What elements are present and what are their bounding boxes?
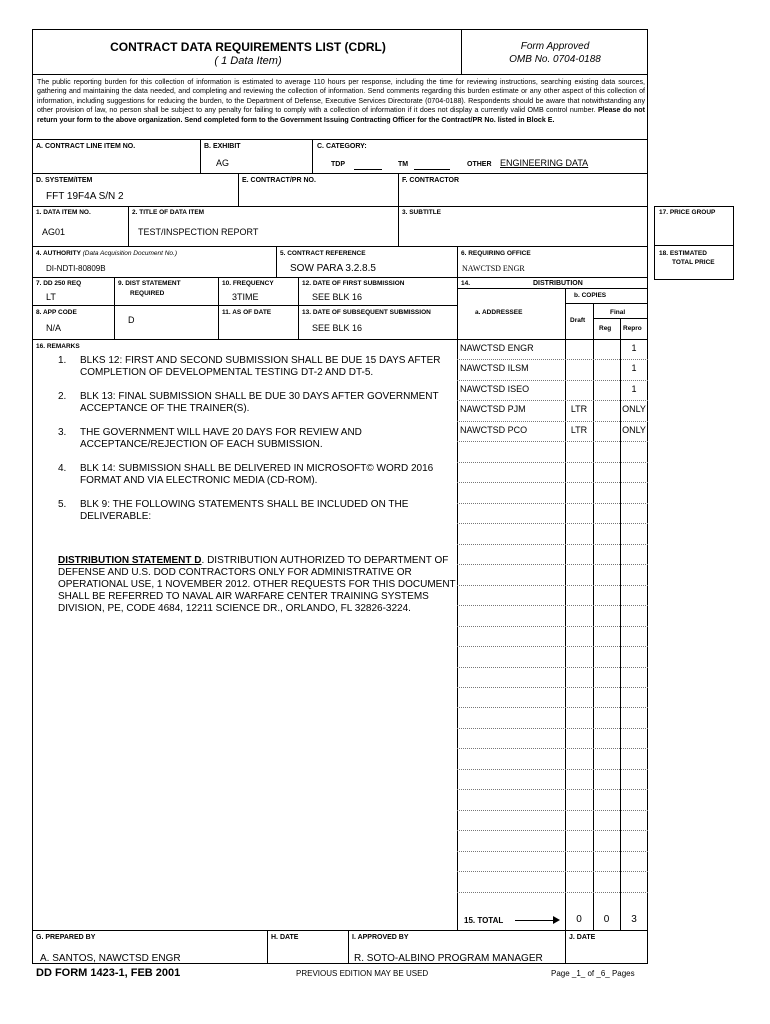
distribution-row-divider: [457, 748, 648, 749]
remark-number: 5.: [58, 499, 67, 510]
form-title: CONTRACT DATA REQUIREMENTS LIST (CDRL): [110, 40, 386, 54]
distribution-repro[interactable]: 1: [631, 343, 637, 353]
label-prepared-by: G. PREPARED BY: [36, 934, 96, 941]
total-arrow-line: [515, 920, 557, 921]
label-approved-by: I. APPROVED BY: [352, 934, 409, 941]
prepared-by-value[interactable]: A. SANTOS, NAWCTSD ENGR: [40, 953, 181, 964]
data-item-no-value[interactable]: AG01: [42, 227, 66, 237]
label-authority: [36, 250, 177, 257]
remark-number: 3.: [58, 427, 67, 438]
distribution-row-divider: [457, 441, 648, 442]
previous-edition-note: PREVIOUS EDITION MAY BE USED: [296, 969, 429, 978]
distribution-row-divider: [457, 503, 648, 504]
label-copies: b. COPIES: [574, 292, 607, 299]
distribution-row-divider: [457, 585, 648, 586]
divider: [565, 288, 566, 930]
remark-text: THE GOVERNMENT WILL HAVE 20 DAYS FOR REVIEW AND ACCEPTANCE/REJECTION OF EACH SUBMISSION.: [80, 427, 362, 450]
total-repro: 3: [631, 914, 637, 925]
distribution-row-divider: [457, 789, 648, 790]
requiring-office-value[interactable]: NAWCTSD ENGR: [462, 264, 525, 273]
distribution-row-divider: [457, 871, 648, 872]
label-addressee: a. ADDRESSEE: [475, 309, 523, 316]
divider: [128, 206, 129, 246]
tm-blank[interactable]: [414, 169, 450, 170]
distribution-repro[interactable]: 1: [631, 363, 637, 373]
label-as-of-date: 11. AS OF DATE: [222, 309, 272, 316]
contract-ref-value[interactable]: SOW PARA 3.2.8.5: [290, 263, 376, 274]
app-code-value[interactable]: N/A: [46, 323, 62, 333]
dist-statement-title: DISTRIBUTION STATEMENT D: [58, 555, 202, 566]
label-contract-reference: 5. CONTRACT REFERENCE: [280, 250, 366, 257]
distribution-row-divider: [457, 728, 648, 729]
label-repro: Repro: [623, 325, 642, 332]
divider: [32, 246, 648, 247]
divider: [32, 173, 648, 174]
label-category: C. CATEGORY:: [317, 143, 367, 150]
divider: [32, 339, 648, 340]
label-contractor: F. CONTRACTOR: [402, 177, 460, 184]
total-draft: 0: [576, 914, 582, 925]
divider: [32, 277, 648, 278]
divider: [398, 173, 399, 206]
authority-label-sub: (Data Acquisition Document No.): [82, 250, 178, 257]
distribution-row-divider: [457, 667, 648, 668]
distribution-row-divider: [457, 892, 648, 893]
distribution-row-divider: [457, 421, 648, 422]
divider: [32, 305, 114, 306]
distribution-addressee[interactable]: NAWCTSD ISEO: [460, 384, 530, 394]
divider: [312, 139, 313, 173]
label-system-item: D. SYSTEM/ITEM: [36, 177, 93, 184]
distribution-addressee[interactable]: NAWCTSD PJM: [460, 404, 526, 414]
label-requiring-office: 6. REQUIRING OFFICE: [461, 250, 531, 257]
divider: [457, 246, 458, 277]
label-reg: Reg: [599, 325, 612, 332]
divider: [32, 930, 648, 931]
remark-number: 2.: [58, 391, 67, 402]
label-subtitle: 3. SUBTITLE: [402, 209, 442, 216]
distribution-row-divider: [457, 626, 648, 627]
label-final: Final: [610, 309, 626, 316]
distribution-row-divider: [457, 380, 648, 381]
distribution-row-divider: [457, 830, 648, 831]
divider: [457, 288, 648, 289]
divider: [200, 139, 201, 173]
distribution-repro[interactable]: ONLY: [622, 404, 646, 414]
remark-number: 4.: [58, 463, 67, 474]
distribution-draft[interactable]: LTR: [570, 404, 588, 414]
approved-by-value[interactable]: R. SOTO-ALBINO PROGRAM MANAGER: [354, 953, 543, 964]
remark-text: BLK 9: THE FOLLOWING STATEMENTS SHALL BE INCLUDED ON THE DELIVERABLE:: [80, 499, 409, 522]
divider: [218, 277, 219, 339]
label-total-price: TOTAL PRICE: [672, 259, 715, 266]
arrow-right-icon: [553, 916, 560, 924]
label-distribution: DISTRIBUTION: [533, 280, 583, 287]
label-date-j: J. DATE: [569, 934, 596, 941]
other-value[interactable]: ENGINEERING DATA: [500, 158, 589, 168]
label-dist-required: REQUIRED: [130, 290, 165, 297]
omb-number: OMB No. 0704-0188: [509, 54, 601, 65]
first-submission-value[interactable]: SEE BLK 16: [312, 292, 363, 302]
subsequent-submission-value[interactable]: SEE BLK 16: [312, 323, 363, 333]
total-reg: 0: [603, 914, 610, 925]
frequency-value[interactable]: 3TIME: [232, 292, 259, 302]
distribution-row-divider: [457, 707, 648, 708]
system-value[interactable]: FFT 19F4A S/N 2: [46, 191, 124, 202]
distribution-statement-d: [58, 555, 458, 615]
distribution-row-divider: [457, 810, 648, 811]
remark-text: BLK 14: SUBMISSION SHALL BE DELIVERED IN MICROSOFT© WORD 2016 FORMAT AND VIA ELECTRONIC MEDIA (CD-ROM).: [80, 463, 434, 486]
distribution-addressee[interactable]: NAWCTSD ILSM: [460, 363, 529, 373]
form-number: DD FORM 1423-1, FEB 2001: [36, 967, 181, 979]
label-dist-statement: 9. DIST STATEMENT: [118, 280, 181, 287]
distribution-row-divider: [457, 605, 648, 606]
dist-statement-text: . DISTRIBUTION AUTHORIZED TO DEPARTMENT OF DEFENSE AND U.S. DOD CONTRACTORS ONLY FOR ADMINISTRATIVE OR OPERATIONAL USE, 1 NOVEMBER 2012. OTHER REQUESTS FOR THIS DOCUMENT SHALL BE REFERRED TO NAVAL AIR WARFARE CENTER TRAINING SYSTEMS DIVISION, PE, CODE 4684, 12211 SCIENCE DR., ORLANDO, FL 32826-3224.: [58, 555, 456, 614]
authority-label-text: 4. AUTHORITY: [36, 250, 83, 257]
form-approved: Form Approved: [520, 41, 590, 52]
page-count: Page _1_ of _6_ Pages: [551, 969, 635, 978]
remark-text: BLK 13: FINAL SUBMISSION SHALL BE DUE 30 DAYS AFTER GOVERNMENT ACCEPTANCE OF THE TRAINER(S).: [80, 391, 439, 414]
label-date-h: H. DATE: [271, 934, 299, 941]
distribution-addressee[interactable]: NAWCTSD PCO: [460, 425, 528, 435]
distribution-row-divider: [457, 564, 648, 565]
label-exhibit: B. EXHIBIT: [204, 143, 241, 150]
label-app-code: 8. APP CODE: [36, 309, 77, 316]
dist-statement-value[interactable]: D: [128, 315, 135, 325]
remark-number: 1.: [58, 355, 67, 366]
form-frame: [32, 29, 648, 964]
distribution-row-divider: [457, 544, 648, 545]
divider: [32, 74, 648, 75]
label-remarks: 16. REMARKS: [36, 343, 80, 350]
divider: [238, 173, 239, 206]
title-value[interactable]: TEST/INSPECTION REPORT: [138, 227, 259, 237]
divider: [298, 277, 299, 339]
distribution-row-divider: [457, 646, 648, 647]
authority-value[interactable]: DI-NDTI-80809B: [46, 264, 106, 273]
label-frequency: 10. FREQUENCY: [222, 280, 274, 287]
label-tm: TM: [398, 161, 409, 168]
label-estimated: 18. ESTIMATED: [659, 250, 707, 257]
tdp-blank[interactable]: [354, 169, 382, 170]
divider: [32, 206, 648, 207]
divider: [654, 245, 734, 246]
label-other: OTHER: [467, 161, 492, 168]
distribution-draft[interactable]: LTR: [570, 425, 588, 435]
divider: [267, 930, 268, 964]
divider: [565, 930, 566, 964]
distribution-repro[interactable]: ONLY: [622, 425, 646, 435]
divider: [565, 303, 648, 304]
divider: [218, 305, 457, 306]
distribution-row-divider: [457, 769, 648, 770]
divider: [32, 139, 648, 140]
label-contract-line-item: A. CONTRACT LINE ITEM NO.: [36, 143, 136, 150]
divider: [114, 277, 115, 339]
label-total: 15. TOTAL: [464, 916, 504, 925]
block-17-18-box: [654, 206, 734, 280]
distribution-row-divider: [457, 482, 648, 483]
distribution-row-divider: [457, 462, 648, 463]
burden-text: The public reporting burden for this collection of information is estimated to average 110 hours per response, including the time for reviewing instructions, searching existing data sources, gathering and maintaining the data needed, and completing and reviewing the collection of information. Send comments regarding this burden estimate or any other aspect of this collection of information, including suggestions for reducing the burden, to the Department of Defense, Executive Services Directorate (0704-0188). Respondents should be aware that notwithstanding any other provision of law, no person shall be subject to any penalty for failing to comply with a collection of information if it does not display a currently valid OMB control number.: [37, 78, 645, 115]
remark-text: BLKS 12: FIRST AND SECOND SUBMISSION SHALL BE DUE 15 DAYS AFTER COMPLETION OF DEVELOPMENTAL TESTING DT-2 AND DT-5.: [80, 355, 441, 378]
label-first-submission: 12. DATE OF FIRST SUBMISSION: [302, 280, 405, 287]
distribution-row-divider: [457, 523, 648, 524]
distribution-row-divider: [457, 359, 648, 360]
label-block-14: 14.: [461, 280, 471, 287]
label-tdp: TDP: [331, 161, 345, 168]
divider: [348, 930, 349, 964]
label-draft: Draft: [570, 317, 586, 324]
distribution-row-divider: [457, 400, 648, 401]
divider: [276, 246, 277, 277]
exhibit-value[interactable]: AG: [216, 158, 230, 168]
distribution-row-divider: [457, 851, 648, 852]
label-contract-pr: E. CONTRACT/PR NO.: [242, 177, 316, 184]
distribution-repro[interactable]: 1: [631, 384, 637, 394]
label-data-item-no: 1. DATA ITEM NO.: [36, 209, 91, 216]
form-subtitle: ( 1 Data Item): [214, 55, 282, 67]
distribution-row-divider: [457, 687, 648, 688]
distribution-addressee[interactable]: NAWCTSD ENGR: [460, 343, 534, 353]
burden-statement: [37, 78, 645, 125]
label-title-data-item: 2. TITLE OF DATA ITEM: [132, 209, 205, 216]
label-subsequent-submission: 13. DATE OF SUBSEQUENT SUBMISSION: [302, 309, 431, 316]
divider: [593, 303, 594, 930]
burden-bold-text: Please do not return your form to the above organization. Send completed form to the Government Issuing Contracting Officer for the Contract/PR No. listed in Block E.: [37, 106, 645, 124]
label-dd250: 7. DD 250 REQ: [36, 280, 82, 287]
divider: [398, 206, 399, 246]
label-price-group: 17. PRICE GROUP: [659, 209, 716, 216]
dd250-value[interactable]: LT: [46, 292, 56, 302]
